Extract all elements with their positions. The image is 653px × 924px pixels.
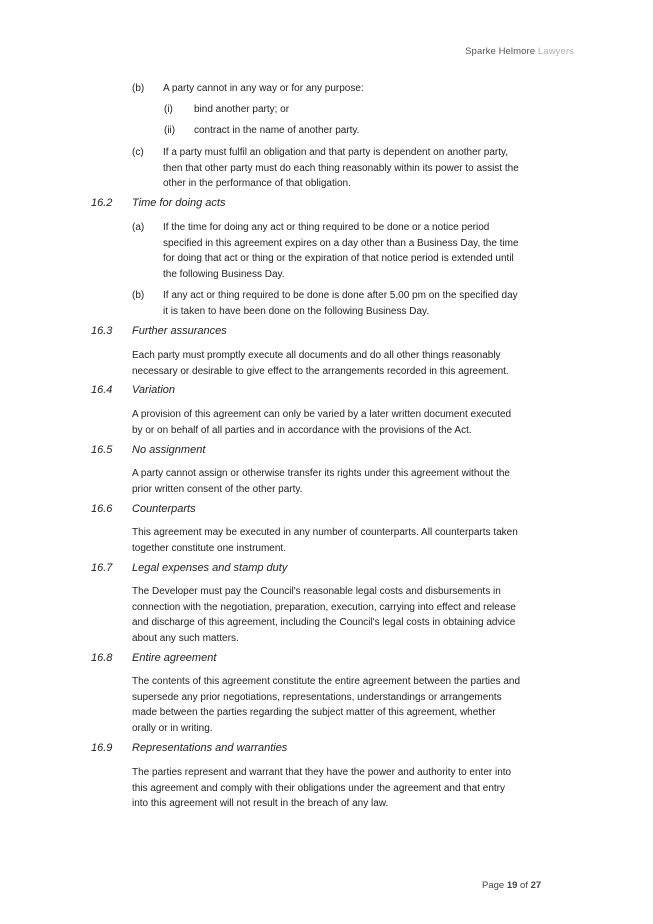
paragraph-line: Each party must promptly execute all documents and do all other things reasonably [132,350,501,361]
paragraph-line: connection with the negotiation, preparation, execution, carrying into effect and release [132,601,516,613]
clause-line: If a party must fulfil an obligation and that party is dependent on another party, [163,147,509,158]
paragraph-line: This agreement may be executed in any number of counterparts. All counterparts taken [132,527,518,538]
clause-line: If any act or thing required to be done is done after 5.00 pm on the specified day [163,290,518,301]
section-title: No assignment [132,444,206,456]
firm-name: Sparke Helmore [465,46,536,57]
page-footer [482,880,541,891]
clause-label: (a) [132,222,145,233]
section-number: 16.3 [91,325,113,337]
clause-line: then that other party must do each thing reasonably within its power to assist the [163,162,519,174]
paragraph-line: together constitute one instrument. [132,542,286,554]
section-number: 16.5 [91,444,113,456]
page-total: 27 [530,880,542,891]
paragraph-line: The Developer must pay the Council's reasonable legal costs and disbursements in [132,586,501,597]
paragraph-line: A party cannot assign or otherwise transfer its rights under this agreement without the [132,468,510,479]
paragraph-line: The parties represent and warrant that they have the power and authority to enter into [132,767,512,778]
clause-line: specified in this agreement expires on a day other than a Business Day, the time [163,237,519,249]
paragraph-line: prior written consent of the other party. [132,483,303,495]
clause-label: (b) [132,290,145,301]
paragraph-line: orally or in writing. [132,722,213,734]
page-of: of [520,880,528,891]
section-title: Legal expenses and stamp duty [132,562,288,574]
clause-label: (b) [132,83,145,94]
section-title: Time for doing acts [132,197,226,209]
paragraph-line: The contents of this agreement constitute the entire agreement between the parties and [132,676,521,687]
section-number: 16.6 [91,503,113,515]
firm-name-light: Lawyers [537,46,574,57]
clause-line: it is taken to have been done on the following Business Day. [163,305,430,317]
section-title: Entire agreement [132,652,217,664]
clause-label: (ii) [164,125,176,136]
paragraph-line: made between the parties regarding the subject matter of this agreement, whether [132,707,496,718]
paragraph-line: A provision of this agreement can only be varied by a later written document executed [132,409,512,420]
page-prefix: Page [482,880,505,891]
clause-line: other in the performance of that obligation. [163,178,351,189]
page-number: 19 [506,880,518,891]
clause-label: (c) [132,147,144,158]
paragraph-line: about any such matters. [132,632,239,644]
clause-text: contract in the name of another party. [194,125,360,136]
section-number: 16.7 [91,562,113,574]
section-number: 16.4 [91,384,113,396]
section-number: 16.9 [91,742,113,754]
clause-text: A party cannot in any way or for any purpose: [163,83,364,94]
section-title: Counterparts [132,503,196,515]
section-number: 16.2 [91,197,113,209]
firm-header [465,46,574,57]
section-number: 16.8 [91,652,113,664]
clause-label: (i) [164,104,173,115]
paragraph-line: and discharge of this agreement, including the Council's legal costs in obtaining advice [132,617,516,628]
clause-text: bind another party; or [194,104,290,115]
paragraph-line: necessary or desirable to give effect to the arrangements recorded in this agreement. [132,365,509,377]
clause-line: for doing that act or thing or the expiration of that notice period is extended until [163,253,514,264]
paragraph-line: this agreement and comply with their obligations under the agreement and that entry [132,782,505,794]
paragraph-line: by or on behalf of all parties and in accordance with the provisions of the Act. [132,424,472,436]
paragraph-line: into this agreement will not result in the breach of any law. [132,798,389,809]
section-title: Variation [132,384,176,396]
paragraph-line: supersede any prior negotiations, representations, understandings or arrangements [132,691,502,703]
clause-line: If the time for doing any act or thing required to be done or a notice period [163,222,490,233]
section-title: Further assurances [132,325,227,337]
clause-line: the following Business Day. [163,268,285,280]
section-title: Representations and warranties [132,742,288,754]
